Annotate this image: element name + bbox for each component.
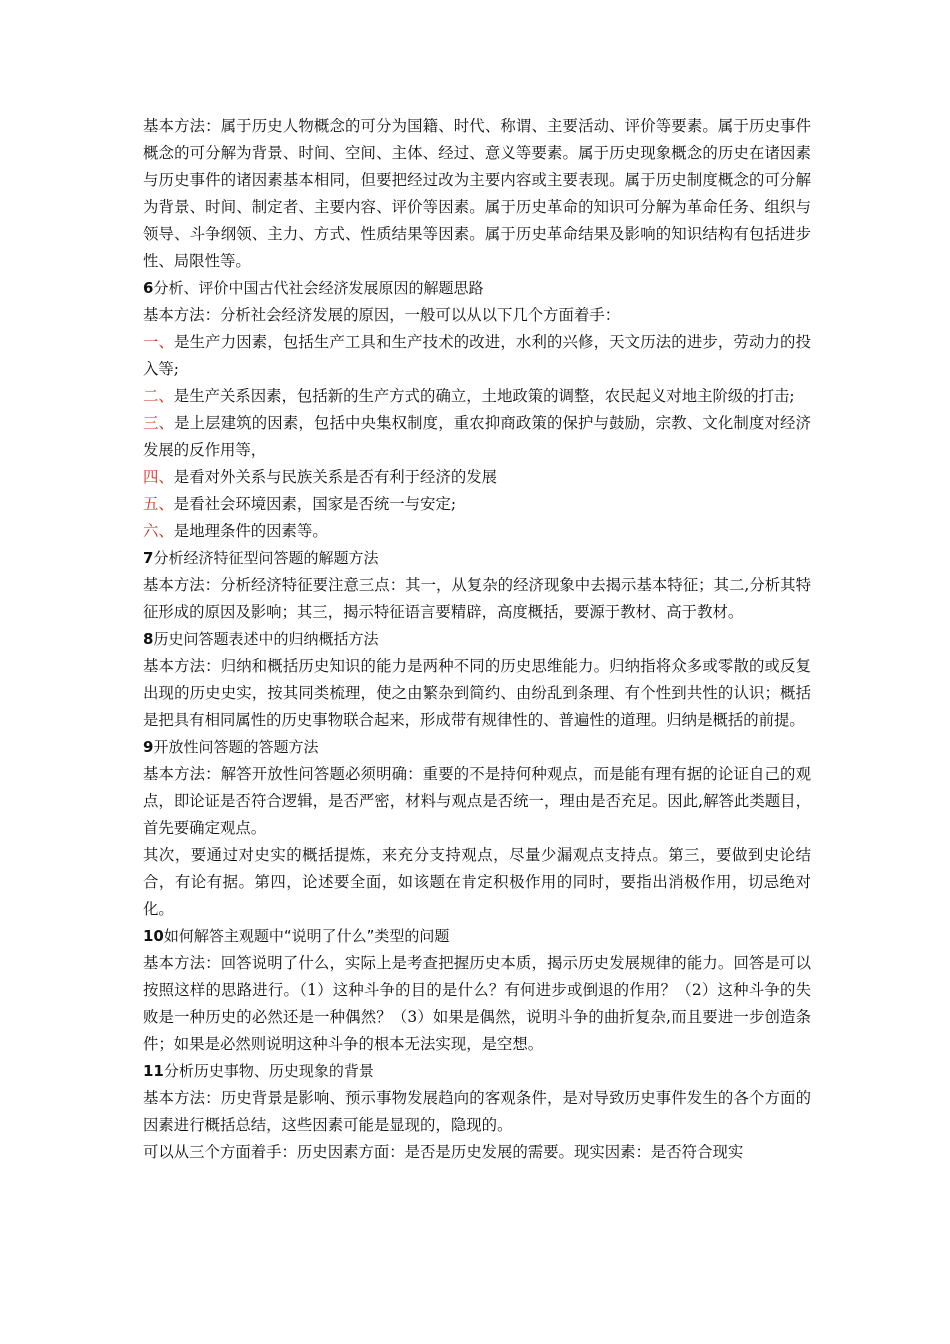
item-marker: 二、 bbox=[143, 387, 174, 405]
section-11-heading bbox=[143, 1058, 811, 1085]
section-9-heading bbox=[143, 734, 811, 761]
section-8-title: 历史问答题表述中的归纳概括方法 bbox=[153, 630, 379, 648]
section-9-extra: 其次，要通过对史实的概括提炼，来充分支持观点，尽量少漏观点支持点。第三，要做到史论结合，有论有据。第四，论述要全面，如该题在肯定积极作用的同时，要指出消极作用，切忌绝对化。 bbox=[143, 846, 811, 918]
section-9-number: 9 bbox=[143, 738, 154, 756]
section-11-title: 分析历史事物、历史现象的背景 bbox=[163, 1062, 374, 1080]
section-8-method: 基本方法：归纳和概括历史知识的能力是两种不同的历史思维能力。归纳指将众多或零散的或反复出现的历史史实，按其同类梳理，使之由繁杂到简约、由纷乱到条理、有个性到共性的认识；概括是把具有相同属性的历史事物联合起来，形成带有规律性的、普遍性的道理。归纳是概括的前提。 bbox=[143, 657, 811, 729]
section-10-heading bbox=[143, 923, 811, 950]
section-7-number: 7 bbox=[143, 549, 154, 567]
intro-paragraph: 基本方法：属于历史人物概念的可分为国籍、时代、称谓、主要活动、评价等要素。属于历史事件概念的可分解为背景、时间、空间、主体、经过、意义等要素。属于历史现象概念的历史在诸因素与历史事件的诸因素基本相同，但要把经过改为主要内容或主要表现。属于历史制度概念的可分解为背景、时间、制定者、主要内容、评价等因素。属于历史革命的知识可分解为革命任务、组织与领导、斗争纲领、主力、方式、性质结果等因素。属于历史革命结果及影响的知识结构有包括进步性、局限性等。 bbox=[143, 117, 811, 270]
section-6-item-3: 三、是上层建筑的因素，包括中央集权制度，重农抑商政策的保护与鼓励，宗教、文化制度对经济发展的反作用等， bbox=[143, 414, 811, 459]
item-marker: 六、 bbox=[143, 522, 174, 540]
section-7-heading bbox=[143, 545, 811, 572]
item-marker: 一、 bbox=[143, 333, 175, 351]
section-11-method: 基本方法：历史背景是影响、预示事物发展趋向的客观条件，是对导致历史事件发生的各个方面的因素进行概括总结，这些因素可能是显现的，隐现的。 bbox=[143, 1089, 811, 1134]
section-6-item-1: 一、是生产力因素，包括生产工具和生产技术的改进，水利的兴修，天文历法的进步，劳动力的投入等; bbox=[143, 333, 811, 378]
item-marker: 三、 bbox=[143, 414, 175, 432]
section-10-method: 基本方法：回答说明了什么，实际上是考查把握历史本质，揭示历史发展规律的能力。回答是可以按照这样的思路进行。（1）这种斗争的目的是什么？有何进步或倒退的作用？（2）这种斗争的失败是一种历史的必然还是一种偶然？（3）如果是偶然，说明斗争的曲折复杂,而且要进一步创造条件；如果是必然则说明这种斗争的根本无法实现，是空想。 bbox=[143, 954, 811, 1053]
section-7-method: 基本方法：分析经济特征要注意三点：其一，从复杂的经济现象中去揭示基本特征；其二,分析其特征形成的原因及影响；其三，揭示特征语言要精辟，高度概括，要源于教材、高于教材。 bbox=[143, 576, 811, 621]
section-10-number: 10 bbox=[143, 927, 164, 945]
section-6-item-2: 二、是生产关系因素，包括新的生产方式的确立，土地政策的调整，农民起义对地主阶级的打击; bbox=[143, 387, 795, 405]
section-11-extra: 可以从三个方面着手：历史因素方面：是否是历史发展的需要。现实因素：是否符合现实 bbox=[143, 1143, 744, 1161]
section-9-title: 开放性问答题的答题方法 bbox=[153, 738, 319, 756]
section-8-heading bbox=[143, 626, 811, 653]
section-6-item-5: 五、是看社会环境因素，国家是否统一与安定; bbox=[143, 495, 457, 513]
section-6-number: 6 bbox=[143, 279, 154, 297]
section-6-title: 分析、评价中国古代社会经济发展原因的解题思路 bbox=[153, 279, 484, 297]
section-9-method: 基本方法：解答开放性问答题必须明确：重要的不是持何种观点，而是能有理有据的论证自己的观点，即论证是否符合逻辑，是否严密，材料与观点是否统一，理由是否充足。因此,解答此类题目，首先要确定观点。 bbox=[143, 765, 811, 837]
section-10-title: 如何解答主观题中“说明了什么”类型的问题 bbox=[163, 927, 450, 945]
section-7-title: 分析经济特征型问答题的解题方法 bbox=[153, 549, 379, 567]
item-marker: 四、 bbox=[143, 468, 174, 486]
document-page bbox=[143, 113, 811, 1166]
section-6-item-4: 四、是看对外关系与民族关系是否有利于经济的发展 bbox=[143, 468, 498, 486]
section-6-method: 基本方法：分析社会经济发展的原因，一般可以从以下几个方面着手： bbox=[143, 306, 621, 324]
section-6-item-6: 六、是地理条件的因素等。 bbox=[143, 522, 328, 540]
item-marker: 五、 bbox=[143, 495, 174, 513]
section-8-number: 8 bbox=[143, 630, 154, 648]
section-6-heading bbox=[143, 275, 811, 302]
section-11-number: 11 bbox=[143, 1062, 164, 1080]
